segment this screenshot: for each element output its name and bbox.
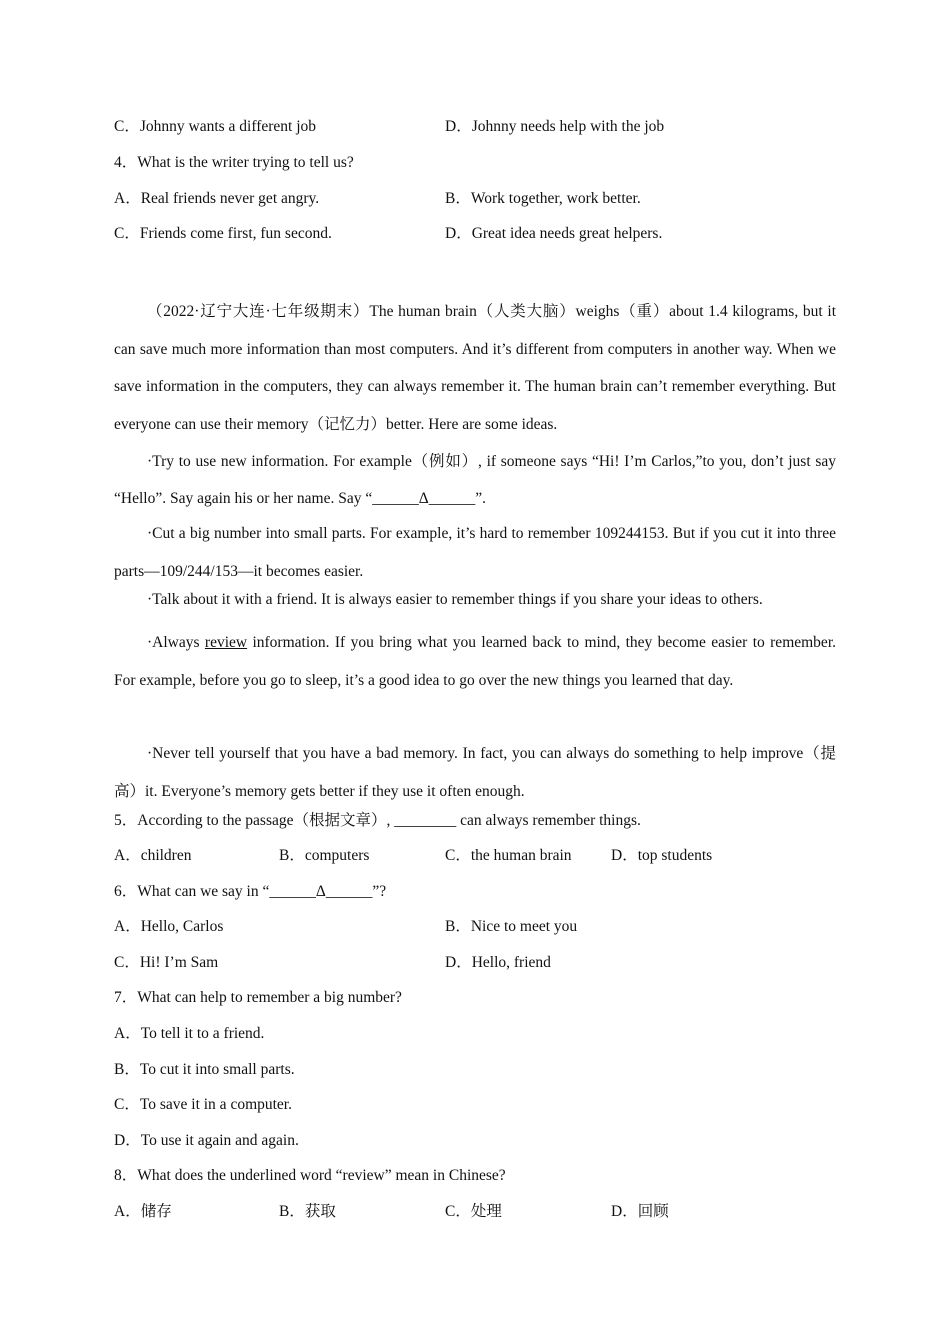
q6-option-d: D．Hello, friend <box>445 954 551 971</box>
passage-intro <box>114 293 836 443</box>
passage-tip-2 <box>114 515 836 591</box>
q8-question: 8．What does the underlined word “review” mean in Chinese? <box>114 1167 506 1184</box>
q7-option-a: A．To tell it to a friend. <box>114 1025 265 1042</box>
q6-option-a: A．Hello, Carlos <box>114 918 224 935</box>
q4-option-c: C．Friends come first, fun second. <box>114 225 332 242</box>
passage-tip-1-text: ·Try to use new information. For example（例如）, if someone says “Hi! I’m Carlos,”to you, don’t just say “Hello”. Say again his or her name. Say “______Δ______”. <box>114 453 836 507</box>
q5-question: 5．According to the passage（根据文章）, ________ can always remember things. <box>114 812 641 829</box>
q6-option-b: B．Nice to meet you <box>445 918 578 935</box>
passage-tip-3 <box>114 590 836 610</box>
q6-option-c: C．Hi! I’m Sam <box>114 954 219 971</box>
q8-option-d: D．回顾 <box>611 1203 669 1220</box>
tip-4-rest: information. If you bring what you learned back to mind, they become easier to remember. For example, before you go to sleep, it’s a good idea to go over the new things you learned that day. <box>114 634 836 689</box>
q5-option-b: B．computers <box>279 847 370 864</box>
q8-option-a: A．储存 <box>114 1203 172 1220</box>
q3-option-d: D．Johnny needs help with the job <box>445 118 665 135</box>
tip-4-lead: ·Always <box>147 634 205 651</box>
q8-option-c: C．处理 <box>445 1203 502 1220</box>
q3-option-c: C．Johnny wants a different job <box>114 118 317 135</box>
q5-option-a: A．children <box>114 847 192 864</box>
passage-tip-5-text: ·Never tell yourself that you have a bad memory. In fact, you can always do something to help improve（提高）it. Everyone’s memory gets better if they use it often enough. <box>114 745 836 800</box>
q6-question: 6．What can we say in “______Δ______”? <box>114 883 387 900</box>
q5-option-c: C．the human brain <box>445 847 572 864</box>
passage-tip-5 <box>114 735 836 811</box>
passage-tip-4-text <box>114 624 836 700</box>
q4-question: 4．What is the writer trying to tell us? <box>114 154 354 171</box>
passage-intro-text: （2022·辽宁大连·七年级期末）The human brain（人类大脑）weighs（重）about 1.4 kilograms, but it can save much more information than most computers. And it’s different from computers in another way. When we save information in the computers, they can always remember it. The human brain can’t remember everything. But everyone can use their memory（记忆力）better. Here are some ideas. <box>114 303 836 433</box>
passage-tip-3-text: ·Talk about it with a friend. It is always easier to remember things if you share your ideas to others. <box>147 591 763 608</box>
q7-option-b: B．To cut it into small parts. <box>114 1061 295 1078</box>
underlined-word-review: review <box>204 634 248 651</box>
q7-question: 7．What can help to remember a big number? <box>114 989 402 1006</box>
q4-option-d: D．Great idea needs great helpers. <box>445 225 663 242</box>
q7-option-d: D．To use it again and again. <box>114 1132 299 1149</box>
q7-option-c: C．To save it in a computer. <box>114 1096 292 1113</box>
q4-option-b: B．Work together, work better. <box>445 190 641 207</box>
passage-tip-1 <box>114 443 836 517</box>
q8-option-b: B．获取 <box>279 1203 336 1220</box>
passage-tip-4 <box>114 624 836 700</box>
q5-option-d: D．top students <box>611 847 713 864</box>
passage-tip-2-text: ·Cut a big number into small parts. For example, it’s hard to remember 109244153. But if you cut it into three parts—109/244/153—it becomes easier. <box>114 525 836 580</box>
q4-option-a: A．Real friends never get angry. <box>114 190 320 207</box>
